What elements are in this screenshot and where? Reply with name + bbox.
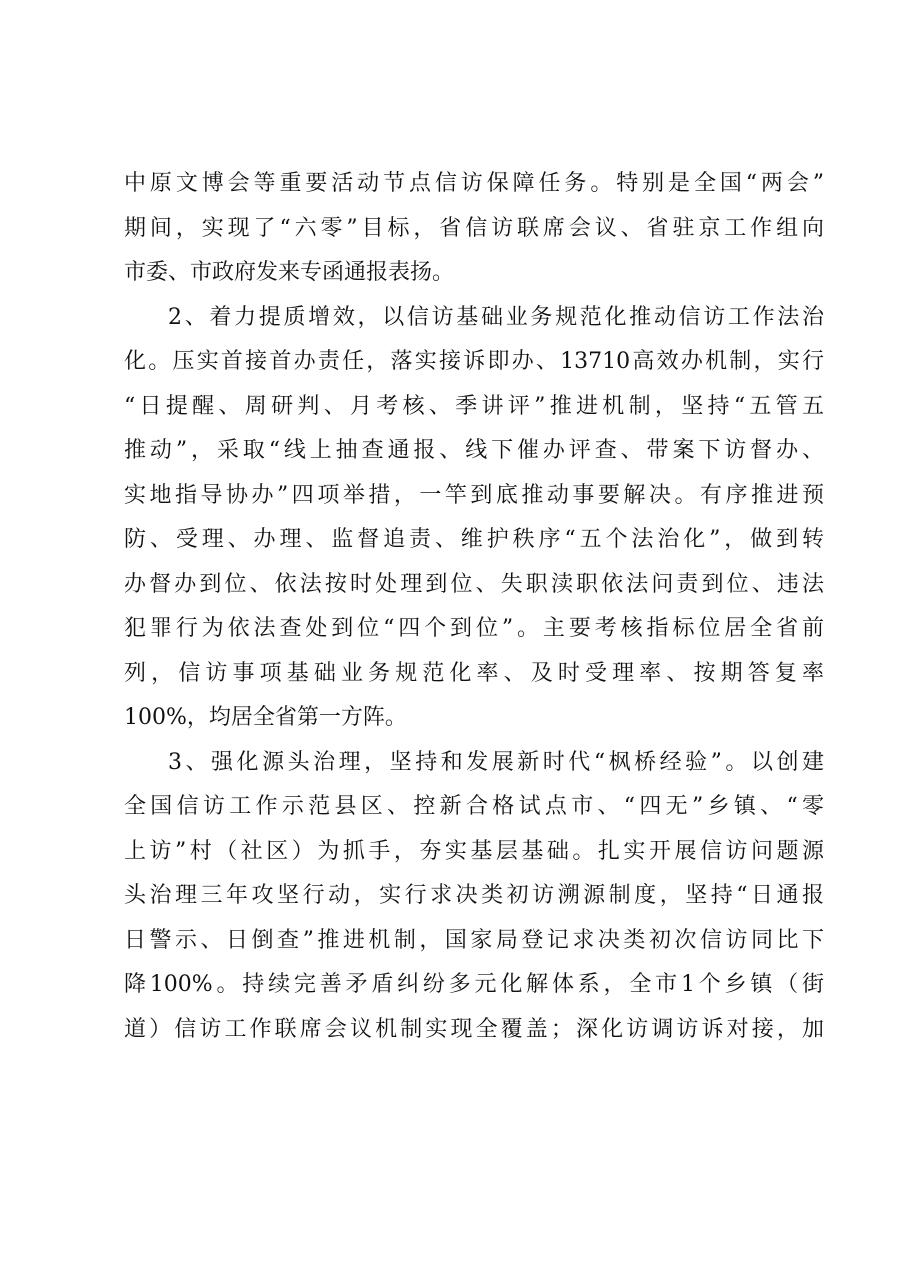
text-line: 100%，均居全省第一方阵。 bbox=[124, 705, 407, 730]
text-line: 降100%。持续完善矛盾纠纷多元化解体系，全市1个乡镇（街 bbox=[124, 972, 824, 997]
text-line: 办督办到位、依法按时处理到位、失职渎职依法问责到位、违法 bbox=[124, 571, 824, 597]
text-line: 犯罪行为依法查处到位“四个到位”。主要考核指标位居全省前 bbox=[124, 616, 824, 641]
text-line: 市委、市政府发来专函通报表扬。 bbox=[124, 260, 455, 285]
text-line: 2、着力提质增效，以信访基础业务规范化推动信访工作法治 bbox=[168, 304, 824, 330]
text-line: 推动”，采取“线上抽查通报、线下催办评查、带案下访督办、 bbox=[124, 438, 824, 463]
text-line: 化。压实首接首办责任，落实接诉即办、13710高效办机制，实行 bbox=[124, 349, 824, 374]
text-line: 3、强化源头治理，坚持和发展新时代“枫桥经验”。以创建 bbox=[168, 749, 824, 775]
paragraph-3 bbox=[124, 741, 824, 1053]
text-line: 防、受理、办理、监督追责、维护秩序“五个法治化”，做到转 bbox=[124, 527, 824, 552]
paragraph-1 bbox=[124, 162, 824, 296]
text-line: 期间，实现了“六零”目标，省信访联席会议、省驻京工作组向 bbox=[124, 215, 824, 241]
document-body bbox=[124, 162, 824, 1052]
text-line: 实地指导协办”四项举措，一竿到底推动事要解决。有序推进预 bbox=[124, 482, 824, 508]
text-line: 日警示、日倒查”推进机制，国家局登记求决类初次信访同比下 bbox=[124, 927, 824, 953]
text-line: 全国信访工作示范县区、控新合格试点市、“四无”乡镇、“零 bbox=[124, 794, 824, 819]
text-line: 中原文博会等重要活动节点信访保障任务。特别是全国“两会” bbox=[124, 171, 824, 196]
text-line: 头治理三年攻坚行动，实行求决类初访溯源制度，坚持“日通报 bbox=[124, 883, 824, 908]
text-line: 上访”村（社区）为抓手，夯实基层基础。扎实开展信访问题源 bbox=[124, 838, 824, 864]
text-line: 道）信访工作联席会议机制实现全覆盖；深化访调访诉对接，加 bbox=[124, 1016, 824, 1042]
paragraph-2 bbox=[124, 296, 824, 741]
text-line: “日提醒、周研判、月考核、季讲评”推进机制，坚持“五管五 bbox=[124, 393, 824, 419]
text-line: 列，信访事项基础业务规范化率、及时受理率、按期答复率 bbox=[124, 660, 824, 686]
